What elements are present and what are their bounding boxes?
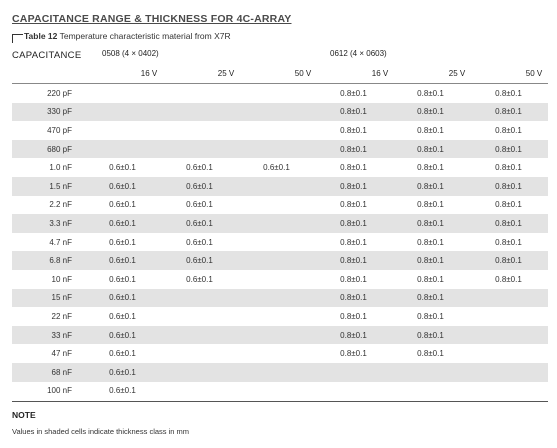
thickness-cell: 0.6±0.1 (84, 363, 161, 382)
thickness-cell: 0.8±0.1 (340, 274, 367, 284)
capacitance-cell: 6.8 nF (12, 251, 84, 270)
table-number: Table 12 (24, 31, 58, 41)
thickness-cell: 0.8±0.1 (495, 237, 522, 247)
table-row (12, 363, 548, 382)
thickness-cell: 0.6±0.1 (263, 163, 290, 173)
thickness-cell (238, 382, 315, 401)
thickness-cell (238, 196, 315, 215)
thickness-cell (238, 103, 315, 122)
capacitance-cell: 68 nF (12, 363, 84, 382)
capacitance-cell: 680 pF (12, 140, 84, 159)
thickness-cell: 0.8±0.1 (392, 140, 469, 159)
thickness-cell: 0.8±0.1 (340, 237, 367, 247)
table-row (12, 196, 548, 215)
thickness-cell: 0.6±0.1 (109, 349, 136, 359)
thickness-cell (161, 289, 238, 308)
thickness-cell: 0.6±0.1 (109, 200, 136, 210)
note-text: Values in shaded cells indicate thickness class in mm (12, 427, 190, 436)
caption-bracket (12, 34, 23, 43)
thickness-cell: 0.6±0.1 (161, 177, 238, 196)
thickness-cell (238, 251, 315, 270)
table-body (12, 84, 548, 400)
thickness-cell: 0.6±0.1 (161, 251, 238, 270)
thickness-cell: 0.8±0.1 (417, 125, 444, 135)
capacitance-cell: 100 nF (47, 386, 72, 396)
capacitance-cell: 330 pF (12, 103, 84, 122)
table-row (12, 103, 548, 122)
thickness-cell: 0.8±0.1 (495, 88, 522, 98)
thickness-cell (392, 363, 469, 382)
thickness-cell: 0.6±0.1 (109, 311, 136, 321)
table-row (12, 121, 548, 140)
thickness-cell: 0.6±0.1 (109, 386, 136, 396)
table-bottom-rule (12, 401, 548, 402)
thickness-cell: 0.6±0.1 (186, 200, 213, 210)
thickness-cell (84, 103, 161, 122)
thickness-cell: 0.8±0.1 (340, 88, 367, 98)
thickness-cell (161, 103, 238, 122)
voltage-header: 50 V (525, 69, 543, 78)
thickness-cell (161, 344, 238, 363)
thickness-cell (161, 326, 238, 345)
thickness-cell (84, 121, 161, 140)
table-row (12, 382, 548, 401)
thickness-cell (238, 177, 315, 196)
thickness-cell (161, 307, 238, 326)
thickness-cell: 0.8±0.1 (315, 214, 392, 233)
table-row (12, 251, 548, 270)
group-header-0508: 0508 (4 × 0402) (102, 49, 159, 58)
thickness-cell: 0.8±0.1 (392, 103, 469, 122)
thickness-cell (238, 270, 315, 289)
thickness-cell (392, 382, 469, 401)
thickness-cell: 0.8±0.1 (495, 163, 522, 173)
thickness-cell: 0.8±0.1 (340, 200, 367, 210)
thickness-cell: 0.8±0.1 (315, 140, 392, 159)
thickness-cell: 0.6±0.1 (84, 214, 161, 233)
table-row (12, 214, 548, 233)
table-row (12, 326, 548, 345)
voltage-header: 25 V (448, 69, 466, 78)
voltage-header: 16 V (371, 69, 389, 78)
thickness-cell: 0.6±0.1 (161, 214, 238, 233)
thickness-cell: 0.6±0.1 (109, 237, 136, 247)
thickness-cell: 0.8±0.1 (315, 177, 392, 196)
thickness-cell (161, 84, 238, 103)
thickness-cell: 0.8±0.1 (417, 237, 444, 247)
table-caption-text: Temperature characteristic material from X7R (59, 31, 231, 41)
thickness-cell: 0.8±0.1 (417, 349, 444, 359)
table-row (12, 307, 548, 326)
thickness-cell (469, 344, 548, 363)
thickness-cell: 0.8±0.1 (340, 125, 367, 135)
thickness-cell (469, 363, 548, 382)
thickness-cell (238, 363, 315, 382)
table-row (12, 289, 548, 308)
capacitance-table (12, 84, 548, 400)
thickness-cell (315, 363, 392, 382)
voltage-header: 50 V (294, 69, 312, 78)
thickness-cell: 0.8±0.1 (495, 200, 522, 210)
capacitance-cell: 1.5 nF (12, 177, 84, 196)
thickness-cell (238, 214, 315, 233)
thickness-cell: 0.8±0.1 (469, 214, 548, 233)
thickness-cell: 0.8±0.1 (392, 251, 469, 270)
thickness-cell (84, 140, 161, 159)
capacitance-cell: 10 nF (51, 274, 72, 284)
thickness-cell (161, 363, 238, 382)
thickness-cell: 0.8±0.1 (417, 200, 444, 210)
thickness-cell: 0.8±0.1 (340, 311, 367, 321)
voltage-header: 16 V (140, 69, 158, 78)
capacitance-cell: 33 nF (12, 326, 84, 345)
thickness-cell: 0.8±0.1 (417, 163, 444, 173)
thickness-cell (469, 289, 548, 308)
table-row (12, 140, 548, 159)
capacitance-cell: 22 nF (51, 311, 72, 321)
thickness-cell (469, 307, 548, 326)
thickness-cell (84, 84, 161, 103)
thickness-cell: 0.6±0.1 (84, 177, 161, 196)
thickness-cell: 0.8±0.1 (340, 349, 367, 359)
capacitance-cell: 1.0 nF (49, 163, 72, 173)
thickness-cell: 0.8±0.1 (417, 88, 444, 98)
capacitance-cell: 470 pF (47, 125, 72, 135)
thickness-cell: 0.8±0.1 (315, 289, 392, 308)
table-row (12, 84, 548, 103)
table-row (12, 177, 548, 196)
thickness-cell: 0.6±0.1 (84, 251, 161, 270)
thickness-cell: 0.8±0.1 (315, 326, 392, 345)
page-title: CAPACITANCE RANGE & THICKNESS FOR 4C-ARRAY (12, 13, 292, 25)
thickness-cell: 0.6±0.1 (186, 163, 213, 173)
thickness-cell: 0.8±0.1 (417, 274, 444, 284)
table-row (12, 270, 548, 289)
thickness-cell: 0.6±0.1 (109, 163, 136, 173)
thickness-cell (469, 326, 548, 345)
thickness-cell (161, 121, 238, 140)
thickness-cell: 0.8±0.1 (495, 125, 522, 135)
table-row (12, 158, 548, 177)
thickness-cell (238, 326, 315, 345)
thickness-cell (238, 140, 315, 159)
thickness-cell: 0.8±0.1 (392, 326, 469, 345)
note-heading: NOTE (12, 410, 36, 420)
capacitance-cell: 47 nF (51, 349, 72, 359)
thickness-cell: 0.8±0.1 (392, 289, 469, 308)
thickness-cell: 0.8±0.1 (469, 177, 548, 196)
thickness-cell (238, 289, 315, 308)
thickness-cell: 0.8±0.1 (495, 274, 522, 284)
thickness-cell (469, 382, 548, 401)
thickness-cell: 0.6±0.1 (84, 326, 161, 345)
thickness-cell: 0.6±0.1 (84, 289, 161, 308)
capacitance-cell: 4.7 nF (49, 237, 72, 247)
voltage-header: 25 V (217, 69, 235, 78)
thickness-cell (238, 307, 315, 326)
capacitance-cell: 15 nF (12, 289, 84, 308)
thickness-cell (315, 382, 392, 401)
table-caption (12, 31, 231, 43)
table-row (12, 344, 548, 363)
thickness-cell: 0.8±0.1 (469, 103, 548, 122)
thickness-cell: 0.6±0.1 (186, 237, 213, 247)
thickness-cell (238, 233, 315, 252)
capacitance-cell: 220 pF (47, 88, 72, 98)
thickness-cell: 0.8±0.1 (340, 163, 367, 173)
thickness-cell: 0.6±0.1 (109, 274, 136, 284)
thickness-cell: 0.6±0.1 (186, 274, 213, 284)
thickness-cell (161, 382, 238, 401)
capacitance-cell: 3.3 nF (12, 214, 84, 233)
thickness-cell: 0.8±0.1 (417, 311, 444, 321)
thickness-cell (238, 84, 315, 103)
thickness-cell (238, 121, 315, 140)
capacitance-cell: 2.2 nF (49, 200, 72, 210)
thickness-cell: 0.8±0.1 (469, 251, 548, 270)
thickness-cell: 0.8±0.1 (315, 251, 392, 270)
thickness-cell (238, 344, 315, 363)
thickness-cell: 0.8±0.1 (392, 214, 469, 233)
table-row (12, 233, 548, 252)
group-header-0612: 0612 (4 × 0603) (330, 49, 387, 58)
capacitance-header: CAPACITANCE (12, 50, 82, 61)
thickness-cell: 0.8±0.1 (392, 177, 469, 196)
thickness-cell: 0.8±0.1 (315, 103, 392, 122)
thickness-cell (161, 140, 238, 159)
thickness-cell: 0.8±0.1 (469, 140, 548, 159)
